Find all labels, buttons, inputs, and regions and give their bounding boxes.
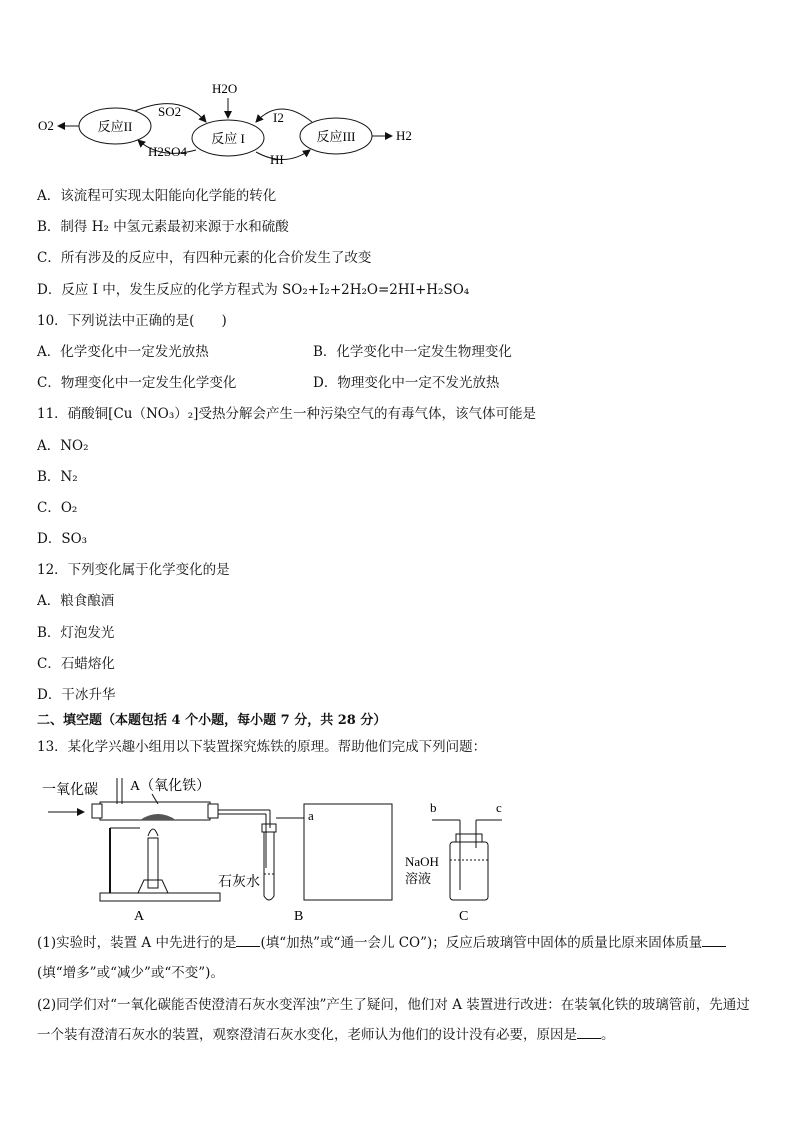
- q10-option-b: B．化学变化中一定发生物理变化: [313, 344, 512, 360]
- q12-stem: 12．下列变化属于化学变化的是: [37, 562, 230, 578]
- q10-option-d: D．物理变化中一定不发光放热: [313, 375, 500, 391]
- caption-c: C: [459, 909, 469, 924]
- q13-part1: [37, 928, 763, 988]
- q13-p1-text-1: (1)实验时，装置 A 中先进行的是: [37, 935, 237, 951]
- q12-option-c: C．石蜡熔化: [37, 656, 115, 672]
- reaction1-label: 反应 I: [211, 131, 245, 146]
- q13-p1-text-2: (填“加热”或“通一会儿 CO”)；反应后玻璃管中固体的质量比原来固体质量: [260, 935, 703, 951]
- o2-label: O2: [38, 118, 54, 133]
- answer-blank-3[interactable]: [577, 1026, 601, 1039]
- q11-option-a: A．NO₂: [37, 438, 89, 454]
- caption-a: A: [134, 909, 145, 924]
- q13-p2-text-1: (2)同学们对“一氧化碳能否使澄清石灰水变浑浊”产生了疑问，他们对 A 装置进行改进：在装氧化铁的玻璃管前，先通过一个装有澄清石灰水的装置，观察澄清石灰水变化，老师认为他们的设计没有必要，原因是: [37, 997, 750, 1043]
- solution-label: 溶液: [405, 871, 432, 886]
- q10-option-a: A．化学变化中一定发光放热: [37, 344, 209, 360]
- reaction2-label: 反应II: [97, 119, 133, 134]
- b-port-label: b: [430, 800, 437, 815]
- iron-smelting-apparatus: [40, 768, 520, 928]
- box-a-label: a: [308, 808, 314, 823]
- h2-label: H2: [396, 128, 412, 143]
- answer-blank-1[interactable]: [236, 934, 260, 947]
- q13-p1-text-3: (填“增多”或“减少”或“不变”)。: [37, 965, 224, 981]
- q10-stem: 10．下列说法中正确的是( ): [37, 313, 227, 329]
- hi-label: HI: [270, 152, 284, 167]
- q12-option-d: D．干冰升华: [37, 687, 116, 703]
- so2-label: SO2: [158, 104, 182, 119]
- i2-label: I2: [273, 110, 284, 125]
- box-a: [304, 804, 392, 900]
- q11-option-d: D．SO₃: [37, 531, 88, 547]
- a-oxide-label: A（氧化铁）: [130, 779, 211, 794]
- h2so4-label: H2SO4: [148, 144, 188, 159]
- c-port-label: c: [496, 800, 502, 815]
- reaction-cycle-diagram: [30, 78, 420, 173]
- naoh-label: NaOH: [405, 854, 439, 869]
- q13-stem: 13．某化学兴趣小组用以下装置探究炼铁的原理。帮助他们完成下列问题：: [37, 739, 487, 755]
- gas-bottle: [450, 842, 488, 900]
- co-label: 一氧化碳: [42, 783, 98, 798]
- h2o-label: H2O: [212, 81, 238, 96]
- q9-option-b: B．制得 H₂ 中氢元素最初来源于水和硫酸: [37, 219, 289, 235]
- q12-option-a: A．粮食酿酒: [37, 593, 115, 609]
- q13-p2-text-2: 。: [601, 1027, 615, 1043]
- q9-option-c: C．所有涉及的反应中，有四种元素的化合价发生了改变: [37, 250, 372, 266]
- q13-part2: [37, 990, 763, 1050]
- limewater-label: 石灰水: [218, 875, 260, 890]
- caption-b: B: [294, 909, 304, 924]
- q11-stem: 11．硝酸铜[Cu（NO₃）₂]受热分解会产生一种污染空气的有毒气体，该气体可能是: [37, 406, 536, 422]
- q11-option-b: B．N₂: [37, 469, 78, 485]
- reaction3-label: 反应III: [316, 129, 356, 144]
- section-heading: 二、填空题（本题包括 4 个小题，每小题 7 分，共 28 分）: [37, 713, 387, 728]
- q12-option-b: B．灯泡发光: [37, 625, 115, 641]
- q10-option-c: C．物理变化中一定发生化学变化: [37, 375, 237, 391]
- q11-option-c: C．O₂: [37, 500, 78, 516]
- answer-blank-2[interactable]: [702, 934, 726, 947]
- q9-option-a: A．该流程可实现太阳能向化学能的转化: [37, 188, 277, 204]
- q9-option-d: D．反应 I 中，发生反应的化学方程式为 SO₂+I₂+2H₂O=2HI+H₂SO₄: [37, 282, 470, 298]
